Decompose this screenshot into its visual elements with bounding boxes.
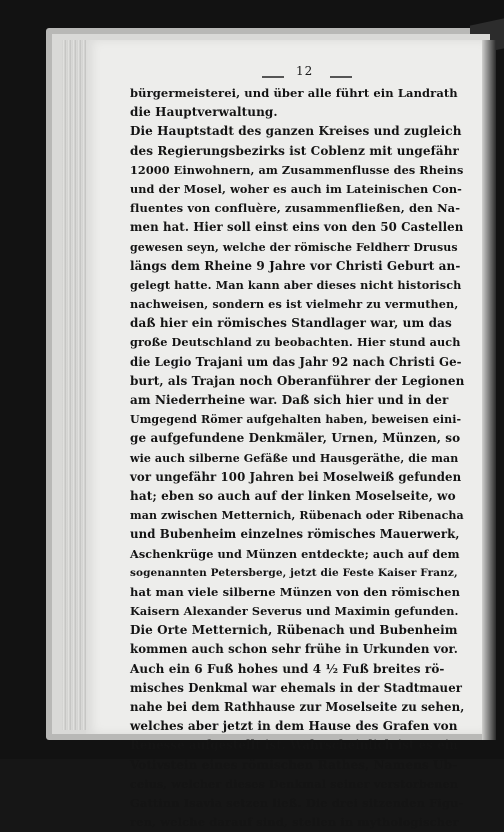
text-line: Gattinn Isavia setzen ließ. Die drei sitzenden Figu- — [130, 795, 464, 810]
page-stack-edges — [62, 40, 86, 730]
text-line: men hat. Hier soll einst eins von den 50 Castellen — [130, 220, 464, 235]
text-line: gewesen seyn, welche der römische Feldherr Drusus — [130, 240, 458, 254]
text-line: und Bubenheim einzelnes römisches Mauerwerk, — [130, 527, 460, 542]
body-text — [130, 84, 464, 832]
text-line: Auch ein 6 Fuß hohes und 4 ½ Fuß breites rö- — [130, 661, 445, 676]
text-line: hat man viele silberne Münzen von den römischen — [130, 584, 461, 599]
text-line: vor ungefähr 100 Jahren bei Moselweiß gefunden — [130, 469, 462, 484]
text-line: die Legio Trajani um das Jahr 92 nach Christi Ge- — [130, 354, 462, 369]
text-line: burt, als Trajan noch Oberanführer der Legionen — [130, 373, 465, 388]
text-line: daß hier ein römisches Standlager war, um das — [130, 316, 452, 331]
text-line: bürgermeisterei, und über alle führt ein Landrath — [130, 86, 458, 100]
text-line: wie auch silberne Gefäße und Hausgeräthe, die man — [130, 451, 459, 465]
text-line: misches Denkmal war ehemals in der Stadtmauer — [130, 680, 463, 695]
text-line: längs dem Rheine 9 Jahre vor Christi Geburt an- — [130, 258, 461, 273]
text-line: kommen auch schon sehr frühe in Urkunden vor. — [130, 642, 458, 657]
text-line: hat; eben so auch auf der linken Moselseite, wo — [130, 488, 456, 503]
text-line: gelegt hatte. Man kann aber dieses nicht historisch — [130, 277, 462, 292]
text-line: des Regierungsbezirks ist Coblenz mit ungefähr — [130, 143, 459, 158]
text-line: man zwischen Metternich, Rübenach oder Ribenacha — [130, 509, 464, 523]
text-line: fluentes von confluère, zusammenfließen, den Na- — [130, 201, 461, 216]
text-line: Votivstein eines römischen Rathes, Namens Ub- — [130, 757, 458, 772]
text-line: am Niederrheine war. Daß sich hier und in der — [130, 393, 449, 407]
page-number: 12 — [296, 64, 314, 78]
text-line: und der Mosel, woher es auch im Lateinischen Con- — [130, 181, 462, 196]
text-line: nahe bei dem Rathhause zur Moselseite zu sehen, — [130, 700, 465, 714]
text-line: große Deutschland zu beobachten. Hier stund auch — [130, 335, 461, 350]
text-line: welches aber jetzt in dem Hause des Grafen von — [130, 719, 458, 734]
text-line: 12000 Einwohnern, am Zusammenflusse des Rheins — [130, 162, 464, 177]
text-line: Renesse aufgestellt ist. Wahrscheinlich ist es ein — [130, 738, 458, 753]
text-line: ceius, welcher dieses Denkmal seiner verstorbenen — [130, 776, 459, 791]
text-line: Die Orte Metternich, Rübenach und Bubenheim — [130, 623, 458, 638]
text-line: sogenannten Petersberge, jetzt die Feste Kaiser Franz, — [130, 566, 458, 579]
text-line: ge aufgefundene Denkmäler, Urnen, Münzen, so — [130, 431, 461, 446]
text-line: Kaisern Alexander Severus und Maximin gefunden. — [130, 604, 459, 619]
text-line: Die Hauptstadt des ganzen Kreises und zugleich — [130, 124, 462, 139]
gutter-shadow — [482, 40, 496, 740]
text-line: Aschenkrüge und Münzen entdeckte; auch auf dem — [130, 546, 460, 561]
text-line: die Hauptverwaltung. — [130, 105, 278, 120]
header-ornament-right — [330, 76, 352, 78]
text-line: Umgegend Römer aufgehalten haben, beweisen eini- — [130, 413, 462, 427]
text-line: ren, welche darauf sind, stellen in mythologischer — [130, 815, 459, 830]
header-ornament-left — [262, 76, 284, 78]
text-line: nachweisen, sondern es ist vielmehr zu vermuthen, — [130, 297, 459, 312]
